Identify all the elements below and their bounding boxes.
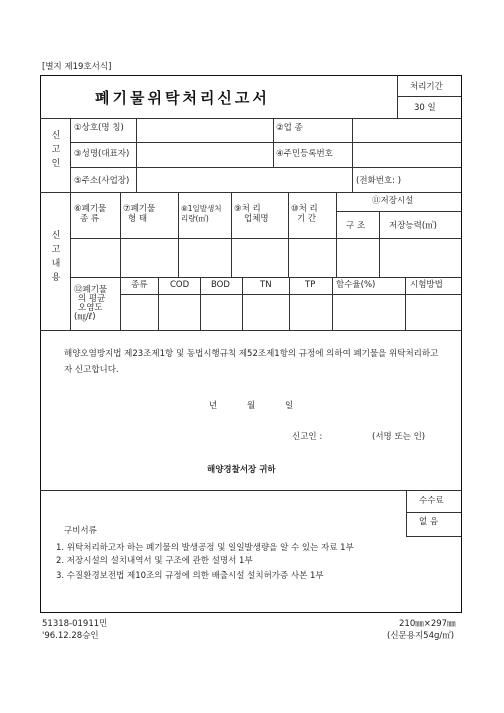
signer-label: 신고인 : (292, 432, 323, 442)
company-label: ①상호(명 칭) (74, 123, 124, 133)
business-field[interactable] (354, 119, 459, 141)
registration-number-label: ④주민등록번호 (276, 149, 333, 159)
processor-field[interactable] (232, 239, 287, 276)
address-field[interactable] (138, 168, 348, 191)
paper-size: 210㎜×297㎜ (399, 619, 456, 629)
business-label: ②업 종 (276, 123, 303, 133)
date-year-label: 년 (209, 401, 218, 411)
pollution-header-type: 종류 (131, 280, 148, 290)
address-label: ⑤주소(사업장) (74, 176, 130, 186)
form-title: 폐기물위탁처리신고서 (95, 89, 270, 107)
document-item-3: 3. 수질환경보전법 제10조의 규정에 의한 배출시설 설치허가증 사본 1부 (56, 571, 324, 581)
waste-form-field[interactable] (121, 239, 177, 276)
pollution-label-4: (㎎/ℓ) (74, 312, 96, 322)
pollution-label-1: ⑫폐기물 (74, 285, 108, 295)
storage-structure-field[interactable] (337, 239, 378, 276)
daily-amount-field[interactable] (179, 239, 230, 276)
declaration-text: 해양오염방지법 제23조제1항 및 동법시행규칙 제52조제1항의 규정에 의하여 폐기물을 위탁처리하고자 신고합니다. (64, 349, 439, 376)
fee-value: 없 음 (419, 517, 439, 527)
document-item-1: 1. 위탁처리하고자 하는 폐기물의 발생공정 및 일일발생량을 알 수 있는 자료 1부 (56, 543, 354, 553)
date-day-label: 일 (285, 401, 294, 411)
pollution-moisture-field[interactable] (333, 295, 404, 329)
pollution-tn-field[interactable] (243, 295, 288, 329)
signer-field[interactable] (330, 428, 366, 444)
daily-amount-header-1: ⑧1일발생처 (181, 204, 222, 213)
pollution-header-tn: TN (260, 280, 272, 290)
pollution-tp-field[interactable] (290, 295, 331, 329)
recipient-label: 해양경찰서장 귀하 (207, 465, 276, 475)
pollution-header-tp: TP (305, 280, 316, 290)
storage-structure-header: 구 조 (346, 221, 366, 231)
form-label: [별지 제19호서식] (42, 62, 112, 72)
date-month-label: 월 (247, 401, 256, 411)
waste-type-header-2: 종 류 (80, 214, 100, 224)
processing-period-value: 30 일 (414, 103, 436, 113)
waste-form-header-2: 형 태 (128, 214, 148, 224)
approval-date: '96.12.28승인 (42, 631, 99, 641)
processor-header-1: ⑨처 리 (234, 204, 261, 214)
pollution-type-field[interactable] (121, 295, 157, 329)
document-item-2: 2. 저장시설의 설치내역서 및 구조에 관한 설명서 1부 (56, 556, 253, 566)
waste-type-header-1: ⑥폐기물 (74, 204, 107, 214)
representative-label: ③성명(대표자) (74, 149, 130, 159)
documents-title: 구비서류 (64, 526, 97, 536)
storage-capacity-header: 저장능력(㎥) (389, 221, 437, 231)
form-code: 51318-01911민 (42, 619, 108, 629)
company-field[interactable] (138, 119, 272, 141)
storage-capacity-field[interactable] (380, 239, 460, 276)
pollution-header-moisture: 함수율(%) (336, 280, 376, 290)
pollution-label-2: 의 평균 (78, 294, 106, 304)
period-header-1: ⑩처 리 (291, 204, 318, 214)
pollution-header-bod: BOD (211, 280, 230, 290)
waste-type-field[interactable] (71, 239, 119, 276)
processing-period-label: 처리기간 (410, 82, 443, 92)
waste-form-header-1: ⑦폐기물 (123, 204, 156, 214)
storage-header: ⑪저장시설 (372, 196, 414, 206)
signature-label: (서명 또는 인) (372, 432, 426, 442)
pollution-bod-field[interactable] (201, 295, 241, 329)
phone-label: (전화번호: ) (356, 176, 402, 186)
pollution-header-method: 시험방법 (410, 280, 443, 290)
section-applicant: 신고인 (51, 131, 61, 169)
paper-spec: (신문용지54g/㎡) (387, 631, 455, 641)
section-content: 신고내용 (51, 231, 61, 283)
representative-field[interactable] (138, 143, 272, 166)
processor-header-2: 업체명 (244, 214, 269, 224)
period-header-2: 기 간 (297, 214, 317, 224)
pollution-header-cod: COD (170, 280, 190, 290)
pollution-method-field[interactable] (406, 295, 460, 329)
fee-label: 수수료 (419, 496, 444, 506)
registration-number-field[interactable] (354, 143, 459, 166)
pollution-label-3: 오염도 (78, 303, 103, 313)
period-field[interactable] (289, 239, 335, 276)
pollution-cod-field[interactable] (159, 295, 199, 329)
daily-amount-header-2: 리량(㎥) (181, 214, 209, 223)
